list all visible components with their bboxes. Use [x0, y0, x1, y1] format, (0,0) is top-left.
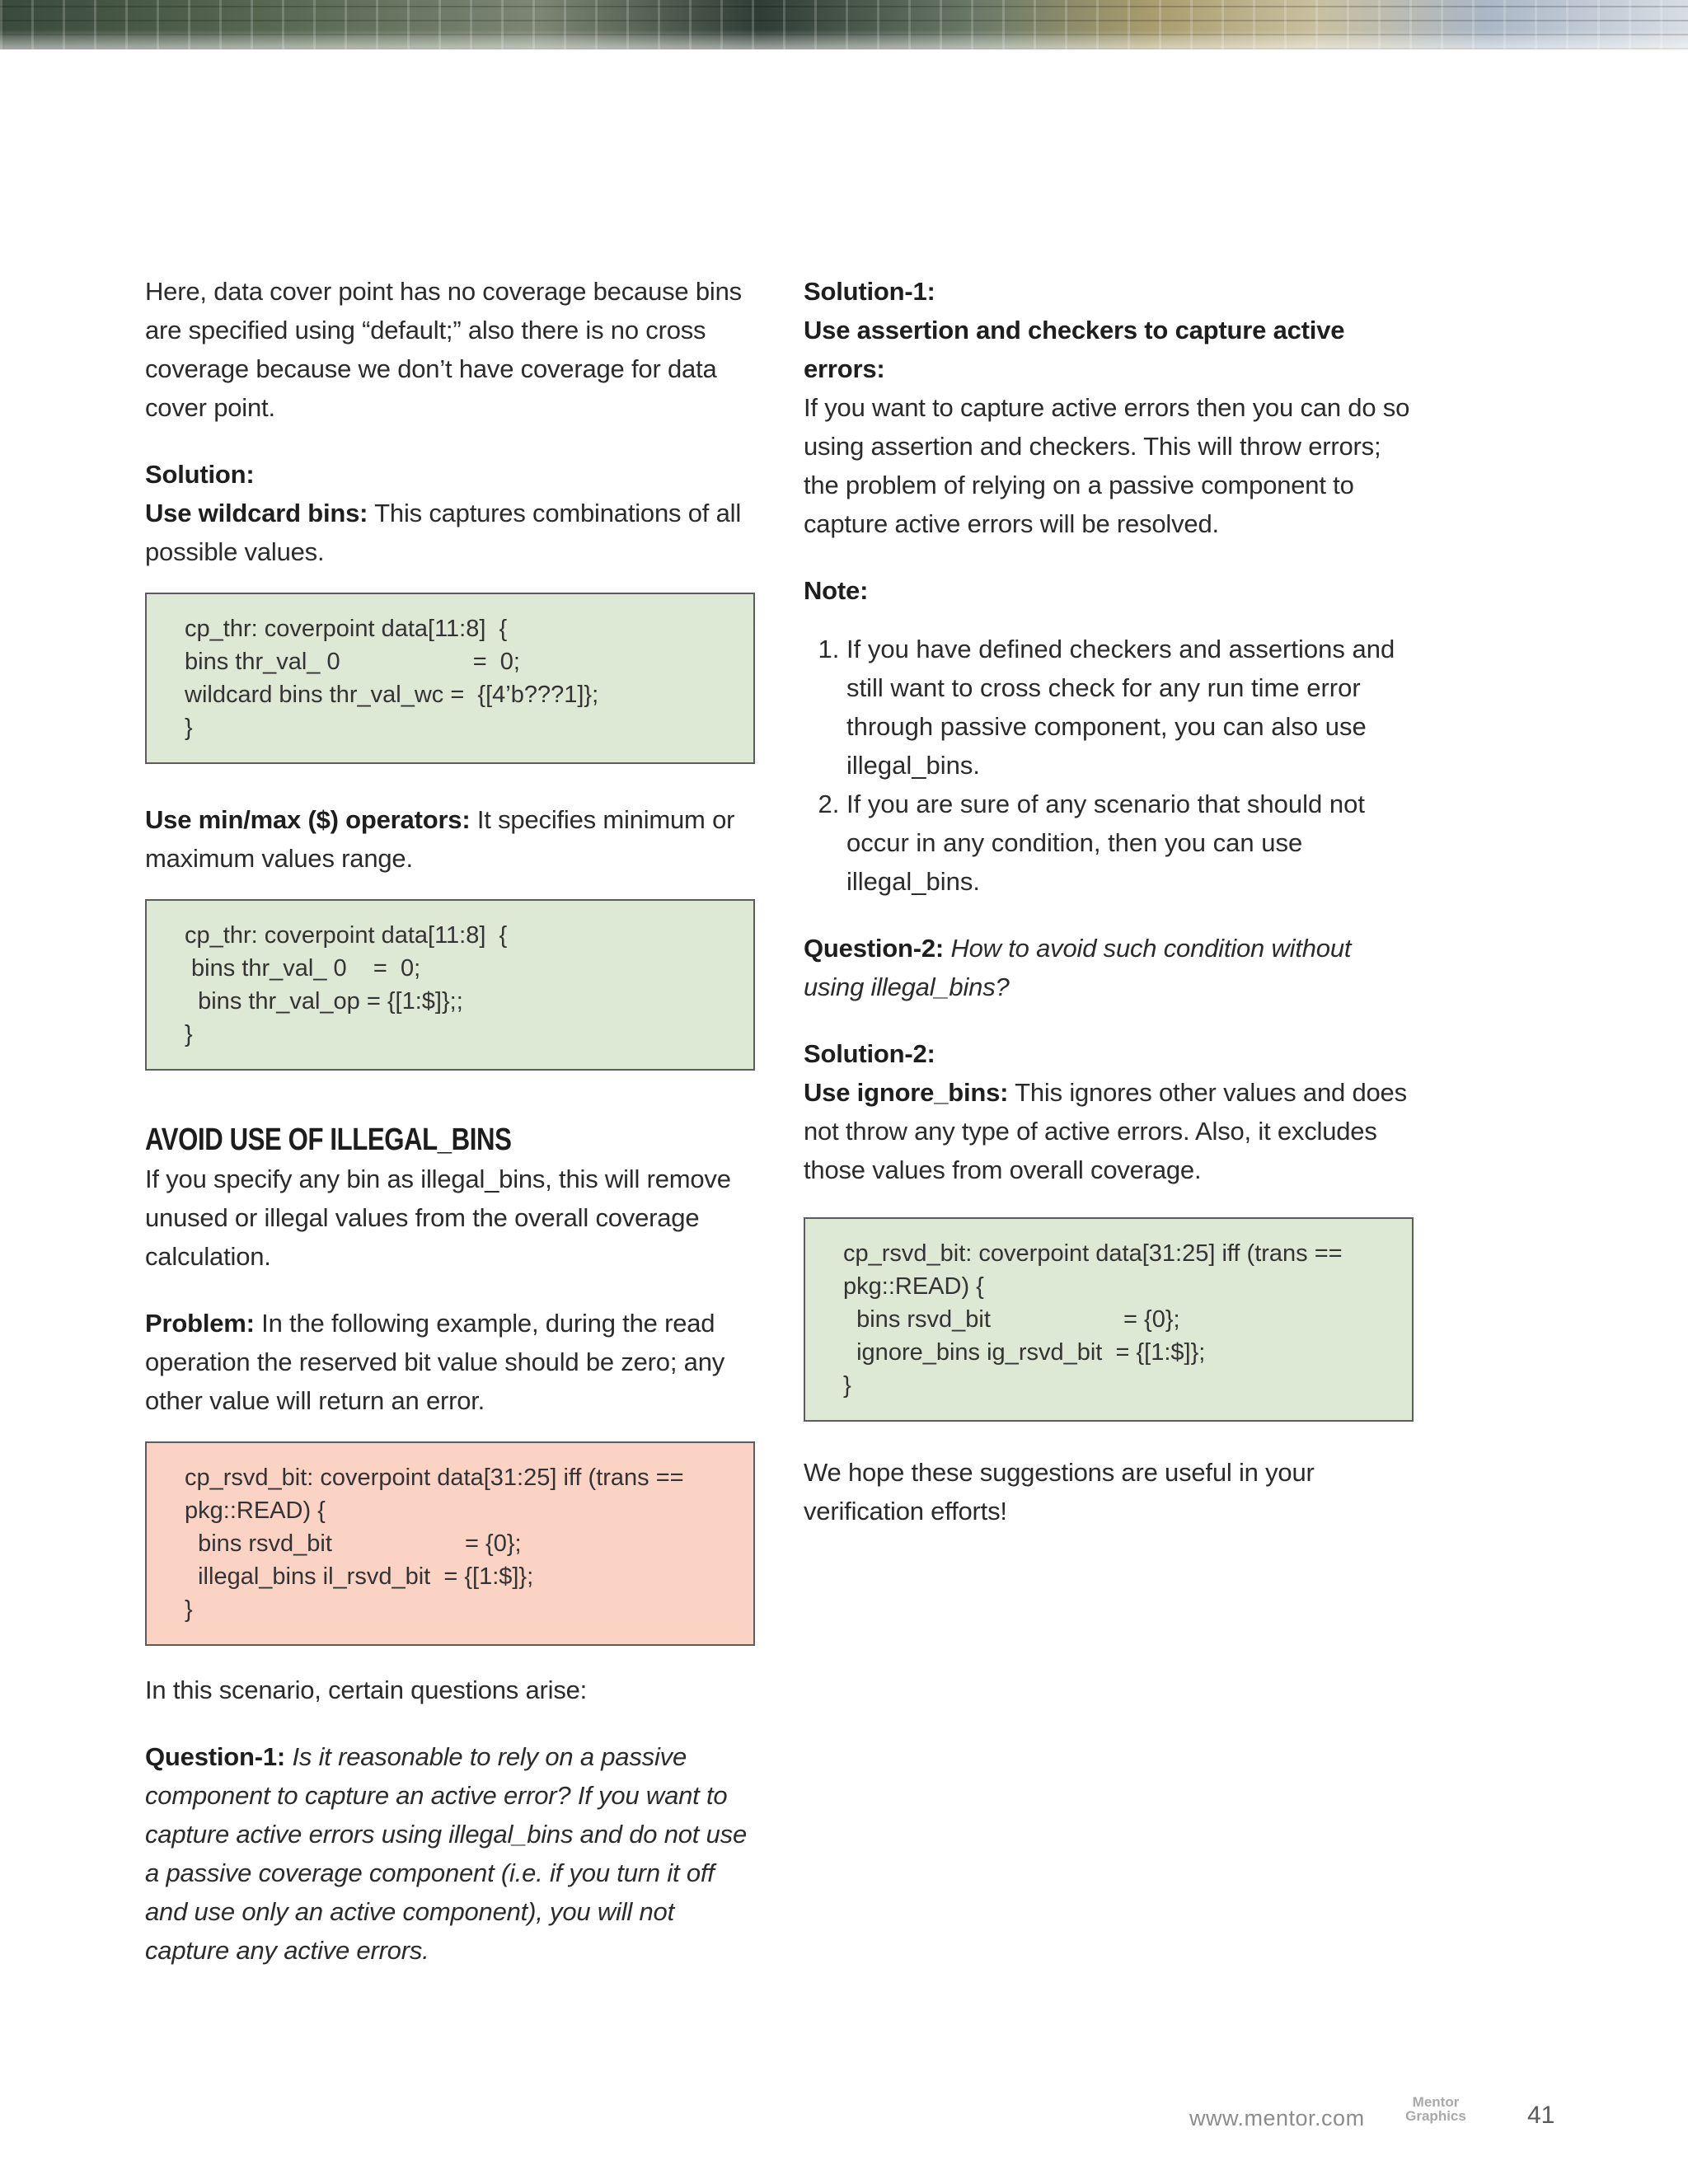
footer-url: www.mentor.com: [1189, 2106, 1365, 2130]
section-heading: AVOID USE OF ILLEGAL_BINS: [145, 1122, 512, 1157]
closing-paragraph: We hope these suggestions are useful in your verification efforts!: [804, 1458, 1315, 1526]
note-item: 1. If you have defined checkers and assertions and still want to cross check for any run time error through passive component, you can also use illegal_bins.: [846, 630, 1414, 785]
question-2-paragraph: [804, 929, 1414, 1006]
scenario-paragraph: In this scenario, certain questions arise:: [145, 1675, 588, 1704]
code-line: }: [185, 1021, 193, 1047]
svg-text:Graphics: Graphics: [1405, 2108, 1466, 2124]
svg-text:Mentor: Mentor: [1412, 2094, 1460, 2110]
mentor-graphics-logo: [1399, 2093, 1473, 2126]
ignore-bins-lead: Use ignore_bins:: [804, 1078, 1009, 1107]
question-1-paragraph: [145, 1737, 755, 1970]
question-1-text: Is it reasonable to rely on a passive component to capture an active error? If you want to capture active errors using illegal_bins and do not use a passive coverage component (i.e. if you turn it off and use only an active component), you will not capture any active errors.: [145, 1742, 748, 1965]
question-2-lead: Question-2:: [804, 934, 945, 963]
problem-text: In the following example, during the read operation the reserved bit value should be zero; any other value will return an error.: [145, 1309, 725, 1415]
problem-lead: Problem:: [145, 1309, 255, 1338]
header-banner-image: [0, 0, 1688, 49]
code-line: cp_rsvd_bit: coverpoint data[31:25] iff (trans ==: [185, 1465, 684, 1491]
problem-paragraph: [145, 1304, 755, 1420]
solution-1-text: If you want to capture active errors then you can do so using assertion and checkers. This will throw errors; the problem of relying on a passive component to capture active errors will be resolved.: [804, 393, 1410, 538]
code-line: cp_thr: coverpoint data[11:8] {: [185, 922, 508, 949]
code-line: bins rsvd_bit = {0};: [843, 1306, 1180, 1333]
note-item: 2. If you are sure of any scenario that should not occur in any condition, then you can use illegal_bins.: [846, 785, 1414, 901]
code-line: wildcard bins thr_val_wc = {[4’b???1]};: [185, 682, 599, 708]
wildcard-paragraph: [145, 494, 755, 571]
note-label: Note:: [804, 576, 869, 605]
note-list: [804, 630, 1414, 901]
ignore-bins-text: This ignores other values and does not throw any type of active errors. Also, it excludes those values from overall coverage.: [804, 1078, 1407, 1184]
question-2-text: How to avoid such condition without using illegal_bins?: [804, 934, 1352, 1001]
minmax-paragraph: [145, 800, 755, 878]
code-line: pkg::READ) {: [843, 1273, 984, 1300]
code-line: }: [843, 1372, 851, 1399]
solution-1-label: Solution-1:: [804, 277, 935, 306]
wildcard-text: This captures combinations of all possible values.: [145, 499, 742, 566]
code-line: }: [185, 1596, 193, 1623]
solution-label: Solution:: [145, 460, 255, 489]
solution-1-title: Use assertion and checkers to capture active errors:: [804, 316, 1345, 383]
solution-2-label: Solution-2:: [804, 1039, 935, 1068]
code-line: cp_rsvd_bit: coverpoint data[31:25] iff (trans ==: [843, 1240, 1343, 1267]
code-line: }: [185, 715, 193, 741]
illegal-intro-paragraph: If you specify any bin as illegal_bins, this will remove unused or illegal values from the overall coverage calculation.: [145, 1165, 731, 1271]
page-number: 41: [1527, 2102, 1555, 2129]
code-block-ignore-bins: [804, 1217, 1414, 1422]
code-block-minmax: [145, 899, 755, 1071]
right-column: [804, 272, 1414, 1530]
question-1-lead: Question-1:: [145, 1742, 286, 1771]
intro-paragraph: Here, data cover point has no coverage because bins are specified using “default;” also there is no cross coverage because we don’t have coverage for data cover point.: [145, 277, 742, 422]
code-line: bins thr_val_op = {[1:$]};;: [185, 988, 463, 1015]
code-block-illegal-bins: [145, 1441, 755, 1646]
code-line: cp_thr: coverpoint data[11:8] {: [185, 616, 508, 642]
code-line: ignore_bins ig_rsvd_bit = {[1:$]};: [843, 1339, 1206, 1366]
left-column: [145, 272, 755, 1970]
code-line: illegal_bins il_rsvd_bit = {[1:$]};: [185, 1563, 534, 1590]
wildcard-lead: Use wildcard bins:: [145, 499, 368, 527]
minmax-text: It specifies minimum or maximum values range.: [145, 805, 735, 873]
code-line: bins thr_val_ 0 = 0;: [185, 955, 421, 982]
minmax-lead: Use min/max ($) operators:: [145, 805, 471, 834]
ignore-bins-paragraph: [804, 1073, 1414, 1189]
code-line: pkg::READ) {: [185, 1497, 326, 1524]
code-block-wildcard: [145, 593, 755, 764]
code-line: bins rsvd_bit = {0};: [185, 1530, 522, 1557]
code-line: bins thr_val_ 0 = 0;: [185, 649, 520, 675]
